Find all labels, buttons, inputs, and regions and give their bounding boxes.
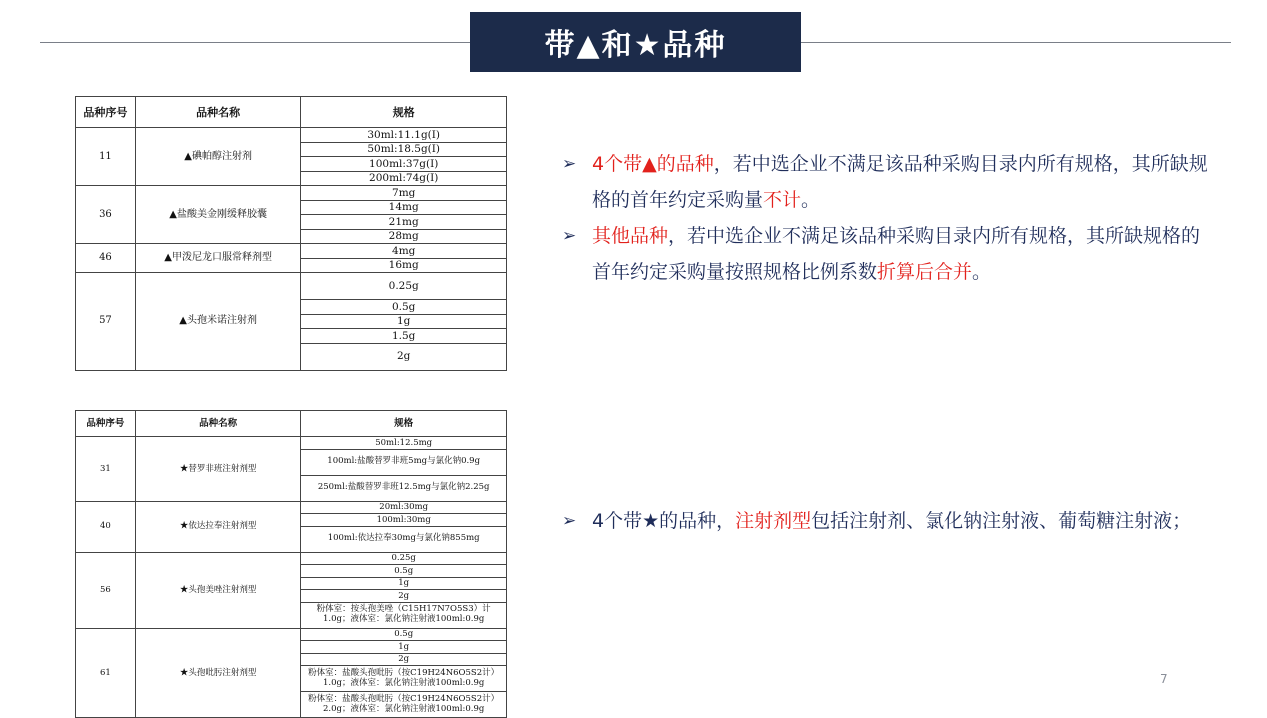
product-name-cell: ▲碘帕醇注射剂 (135, 128, 301, 186)
spec-cell: 0.25g (301, 273, 507, 300)
spec-cell: 100ml:依达拉奉30mg与氯化钠855mg (301, 526, 507, 552)
table-row (76, 186, 507, 201)
page-number: 7 (1160, 672, 1168, 686)
spec-cell: 50ml:12.5mg (301, 437, 507, 450)
spec-cell: 14mg (301, 200, 507, 215)
table-header-cell: 品种序号 (76, 97, 136, 128)
product-name-cell: ★依达拉奉注射剂型 (135, 501, 301, 552)
bullet3-text-end: 包括注射剂、氯化钠注射液、葡萄糖注射液； (811, 510, 1192, 532)
bullet2-end: 。 (972, 261, 992, 283)
table-header-cell: 品种名称 (135, 97, 301, 128)
table-row (76, 552, 507, 565)
spec-cell: 7mg (301, 186, 507, 201)
bullet1-keyword: 不计 (763, 189, 802, 211)
star-bullet-block (562, 503, 1212, 539)
product-name-cell: ★头孢美唑注射剂型 (135, 552, 301, 628)
table-header-cell: 规格 (301, 411, 507, 437)
spec-cell: 21mg (301, 215, 507, 230)
bullet1-end: 。 (801, 189, 821, 211)
bullet2-text: ，若中选企业不满足该品种采购目录内所有规格，其所缺规格的首年约定采购量按照规格比例系数 (592, 225, 1201, 283)
spec-cell: 1.5g (301, 329, 507, 344)
spec-cell: 粉体室：按头孢美唑（C15H17N7O5S3）计 1.0g；液体室：氯化钠注射液100ml:0.9g (301, 602, 507, 628)
spec-cell: 20ml:30mg (301, 501, 507, 514)
spec-cell: 2g (301, 653, 507, 666)
arrow-bullet-icon: ➢ (562, 511, 577, 531)
spec-cell: 粉体室：盐酸头孢吡肟（按C19H24N6O5S2计） 2.0g；液体室：氯化钠注射液100ml:0.9g (301, 692, 507, 718)
spec-cell: 1g (301, 641, 507, 654)
product-name-cell: ▲头孢米诺注射剂 (135, 273, 301, 371)
spec-cell: 4mg (301, 244, 507, 259)
bullet1-highlight: 4个带▲的品种 (592, 153, 714, 175)
product-number-cell: 56 (76, 552, 136, 628)
triangle-bullet-block (562, 146, 1212, 290)
spec-cell: 100ml:37g(I) (301, 157, 507, 172)
table-row (76, 244, 507, 259)
spec-cell: 1g (301, 314, 507, 329)
bullet2-keyword: 折算后合并 (877, 261, 973, 283)
slide-title: 带▲和★品种 (470, 12, 801, 72)
spec-cell: 2g (301, 343, 507, 370)
spec-cell: 0.25g (301, 552, 507, 565)
spec-cell: 28mg (301, 229, 507, 244)
product-number-cell: 40 (76, 501, 136, 552)
triangle-products-table (75, 96, 507, 371)
table-header-cell: 品种序号 (76, 411, 136, 437)
bullet3-text: 4个带★的品种， (592, 510, 736, 532)
spec-cell: 2g (301, 590, 507, 603)
product-name-cell: ▲盐酸美金刚缓释胶囊 (135, 186, 301, 244)
bullet1-text: ，若中选企业不满足该品种采购目录内所有规格，其所缺规格的首年约定采购量 (592, 153, 1208, 211)
title-rule-right (801, 42, 1231, 43)
spec-cell: 16mg (301, 258, 507, 273)
product-number-cell: 57 (76, 273, 136, 371)
table-row (76, 501, 507, 514)
product-number-cell: 11 (76, 128, 136, 186)
spec-cell: 100ml:盐酸替罗非班5mg与氯化钠0.9g (301, 449, 507, 475)
product-name-cell: ★替罗非班注射剂型 (135, 437, 301, 502)
spec-cell: 0.5g (301, 628, 507, 641)
spec-cell: 0.5g (301, 565, 507, 578)
arrow-bullet-icon: ➢ (562, 226, 577, 246)
product-number-cell: 61 (76, 628, 136, 718)
product-number-cell: 36 (76, 186, 136, 244)
spec-cell: 1g (301, 577, 507, 590)
bullet2-highlight: 其他品种 (592, 225, 669, 247)
bullet-star-rule (562, 503, 1212, 539)
table-row (76, 128, 507, 143)
title-rule-left (40, 42, 470, 43)
spec-cell: 30ml:11.1g(I) (301, 128, 507, 143)
table-row (76, 437, 507, 450)
bullet-other-rule (562, 218, 1212, 290)
product-number-cell: 46 (76, 244, 136, 273)
table-header-cell: 规格 (301, 97, 507, 128)
star-products-table (75, 410, 507, 718)
spec-cell: 50ml:18.5g(I) (301, 142, 507, 157)
bullet-triangle-rule (562, 146, 1212, 218)
spec-cell: 0.5g (301, 300, 507, 315)
table-header-cell: 品种名称 (135, 411, 301, 437)
spec-cell: 粉体室：盐酸头孢吡肟（按C19H24N6O5S2计） 1.0g；液体室：氯化钠注射液100ml:0.9g (301, 666, 507, 692)
product-name-cell: ★头孢吡肟注射剂型 (135, 628, 301, 718)
spec-cell: 200ml:74g(I) (301, 171, 507, 186)
product-number-cell: 31 (76, 437, 136, 502)
product-name-cell: ▲甲泼尼龙口服常释剂型 (135, 244, 301, 273)
bullet3-keyword: 注射剂型 (735, 510, 812, 532)
spec-cell: 250ml:盐酸替罗非班12.5mg与氯化钠2.25g (301, 475, 507, 501)
table-row (76, 628, 507, 641)
spec-cell: 100ml:30mg (301, 514, 507, 527)
table-row (76, 273, 507, 300)
arrow-bullet-icon: ➢ (562, 154, 577, 174)
